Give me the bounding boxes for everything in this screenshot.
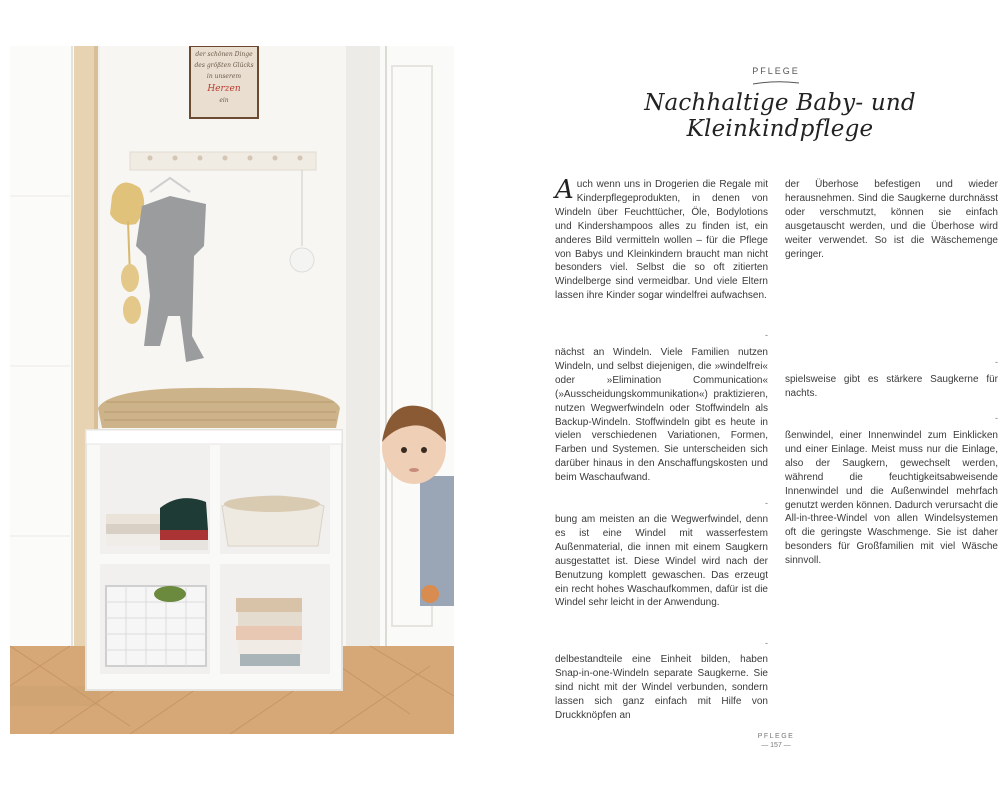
footer-section-label: PFLEGE [757,733,795,740]
dropcap: A [555,175,574,205]
separator: - [995,357,998,367]
page-title: Nachhaltige Baby- und Kleinkindpflege [644,90,916,142]
paragraph-4: delbestandteile eine Einheit bilden, haben Snap-in-one-Windeln separate Saugkerne. Sie sind nicht mit der Windel verbunden, sondern lassen sich ganz einfach mit Hilfe von Druckknöpfen an [555,654,768,721]
sign-line-3: in unserem [206,73,242,80]
separator: - [765,638,768,648]
sign-line-1: der schönen Dinge [195,51,253,58]
text-column-left-block-4 [555,653,768,723]
paragraph-6: spielsweise gibt es stärkere Saugkerne für nachts. [785,374,998,399]
paragraph-7: ßenwindel, einer Innenwindel zum Einklicken und einer Einlage. Meist muss nur die Einlage, also der Saugkern, gewechselt werden, während die feuchtigkeitsabweisende Innenwindel und die Außenwindel mehrfach genutzt werden können. Dadurch verursacht die All-in-three-Windel von allen Windelsystemen oft die geringste Waschmenge. Sie ist daher besonders für Großfamilien mit viel Wäsche sinnvoll. [785,430,998,567]
separator: - [765,330,768,340]
paragraph-5: der Überhose befestigen und wieder herausnehmen. Sind die Saugkerne durchnässt oder verschmutzt, können sie einfach ausgetauscht werden, und die Überhose wird weiter verwendet. So ist die Wäschemenge geringer. [785,179,998,260]
text-column-right-block-3 [785,429,998,568]
text-column-left-block-3 [555,513,768,610]
text-column-right-block-1 [785,178,998,261]
paragraph-3: bung am meisten an die Wegwerfwindel, denn es ist eine Windel mit wasserfestem Außenmaterial, die innen mit einem Saugkern ausgestattet ist. Diese Windel wird nach der Benutzung komplett gewaschen. Das erzeugt ein recht hohes Waschaufkommen, dafür ist die Windel sehr leicht in der Anwendung. [555,514,768,609]
section-flourish-icon [752,80,800,86]
nursery-photo [10,46,454,734]
separator: - [765,498,768,508]
section-label: PFLEGE [752,66,800,76]
text-column-left-block-1 [555,175,768,303]
sign-line-5: ein [219,97,229,104]
paragraph-1: Auch wenn uns in Drogerien die Regale mit Kinderpflegeprodukten, in denen von Windeln über Feuchttücher, Öle, Bodylotions und Kindershampoos alles zu finden ist, ein anderes Bild vermitteln wollen – für die Pflege von Babys und Kleinkindern braucht man nicht besonders viel. Selbst die so oft zitierten Windelberge sind vermeidbar. Und viele Eltern lassen ihre Kinder sogar windelfrei aufwachsen. [555,175,768,302]
page-number: — 157 — [761,742,791,749]
text-column-right-block-2 [785,373,998,401]
text-column-left-block-2 [555,346,768,485]
separator: - [995,413,998,423]
sign-line-4: Herzen [207,84,241,94]
paragraph-2: nächst an Windeln. Viele Familien nutzen Windeln, und selbst diejenigen, die »windelfrei« oder »Elimination Communication« (»Ausscheidungskommunikation«) praktizieren, nutzen Wegwerfwindeln oder Stoffwindeln als Backup-Windeln. Stoffwindeln gibt es heute in vielen verschiedenen Variationen, Formen, Farben und Systemen. Sie unterscheiden sich darüber hinaus in den Anschaffungskosten und beim Waschaufwand. [555,347,768,484]
sign-line-2: des größten Glücks [194,62,254,69]
